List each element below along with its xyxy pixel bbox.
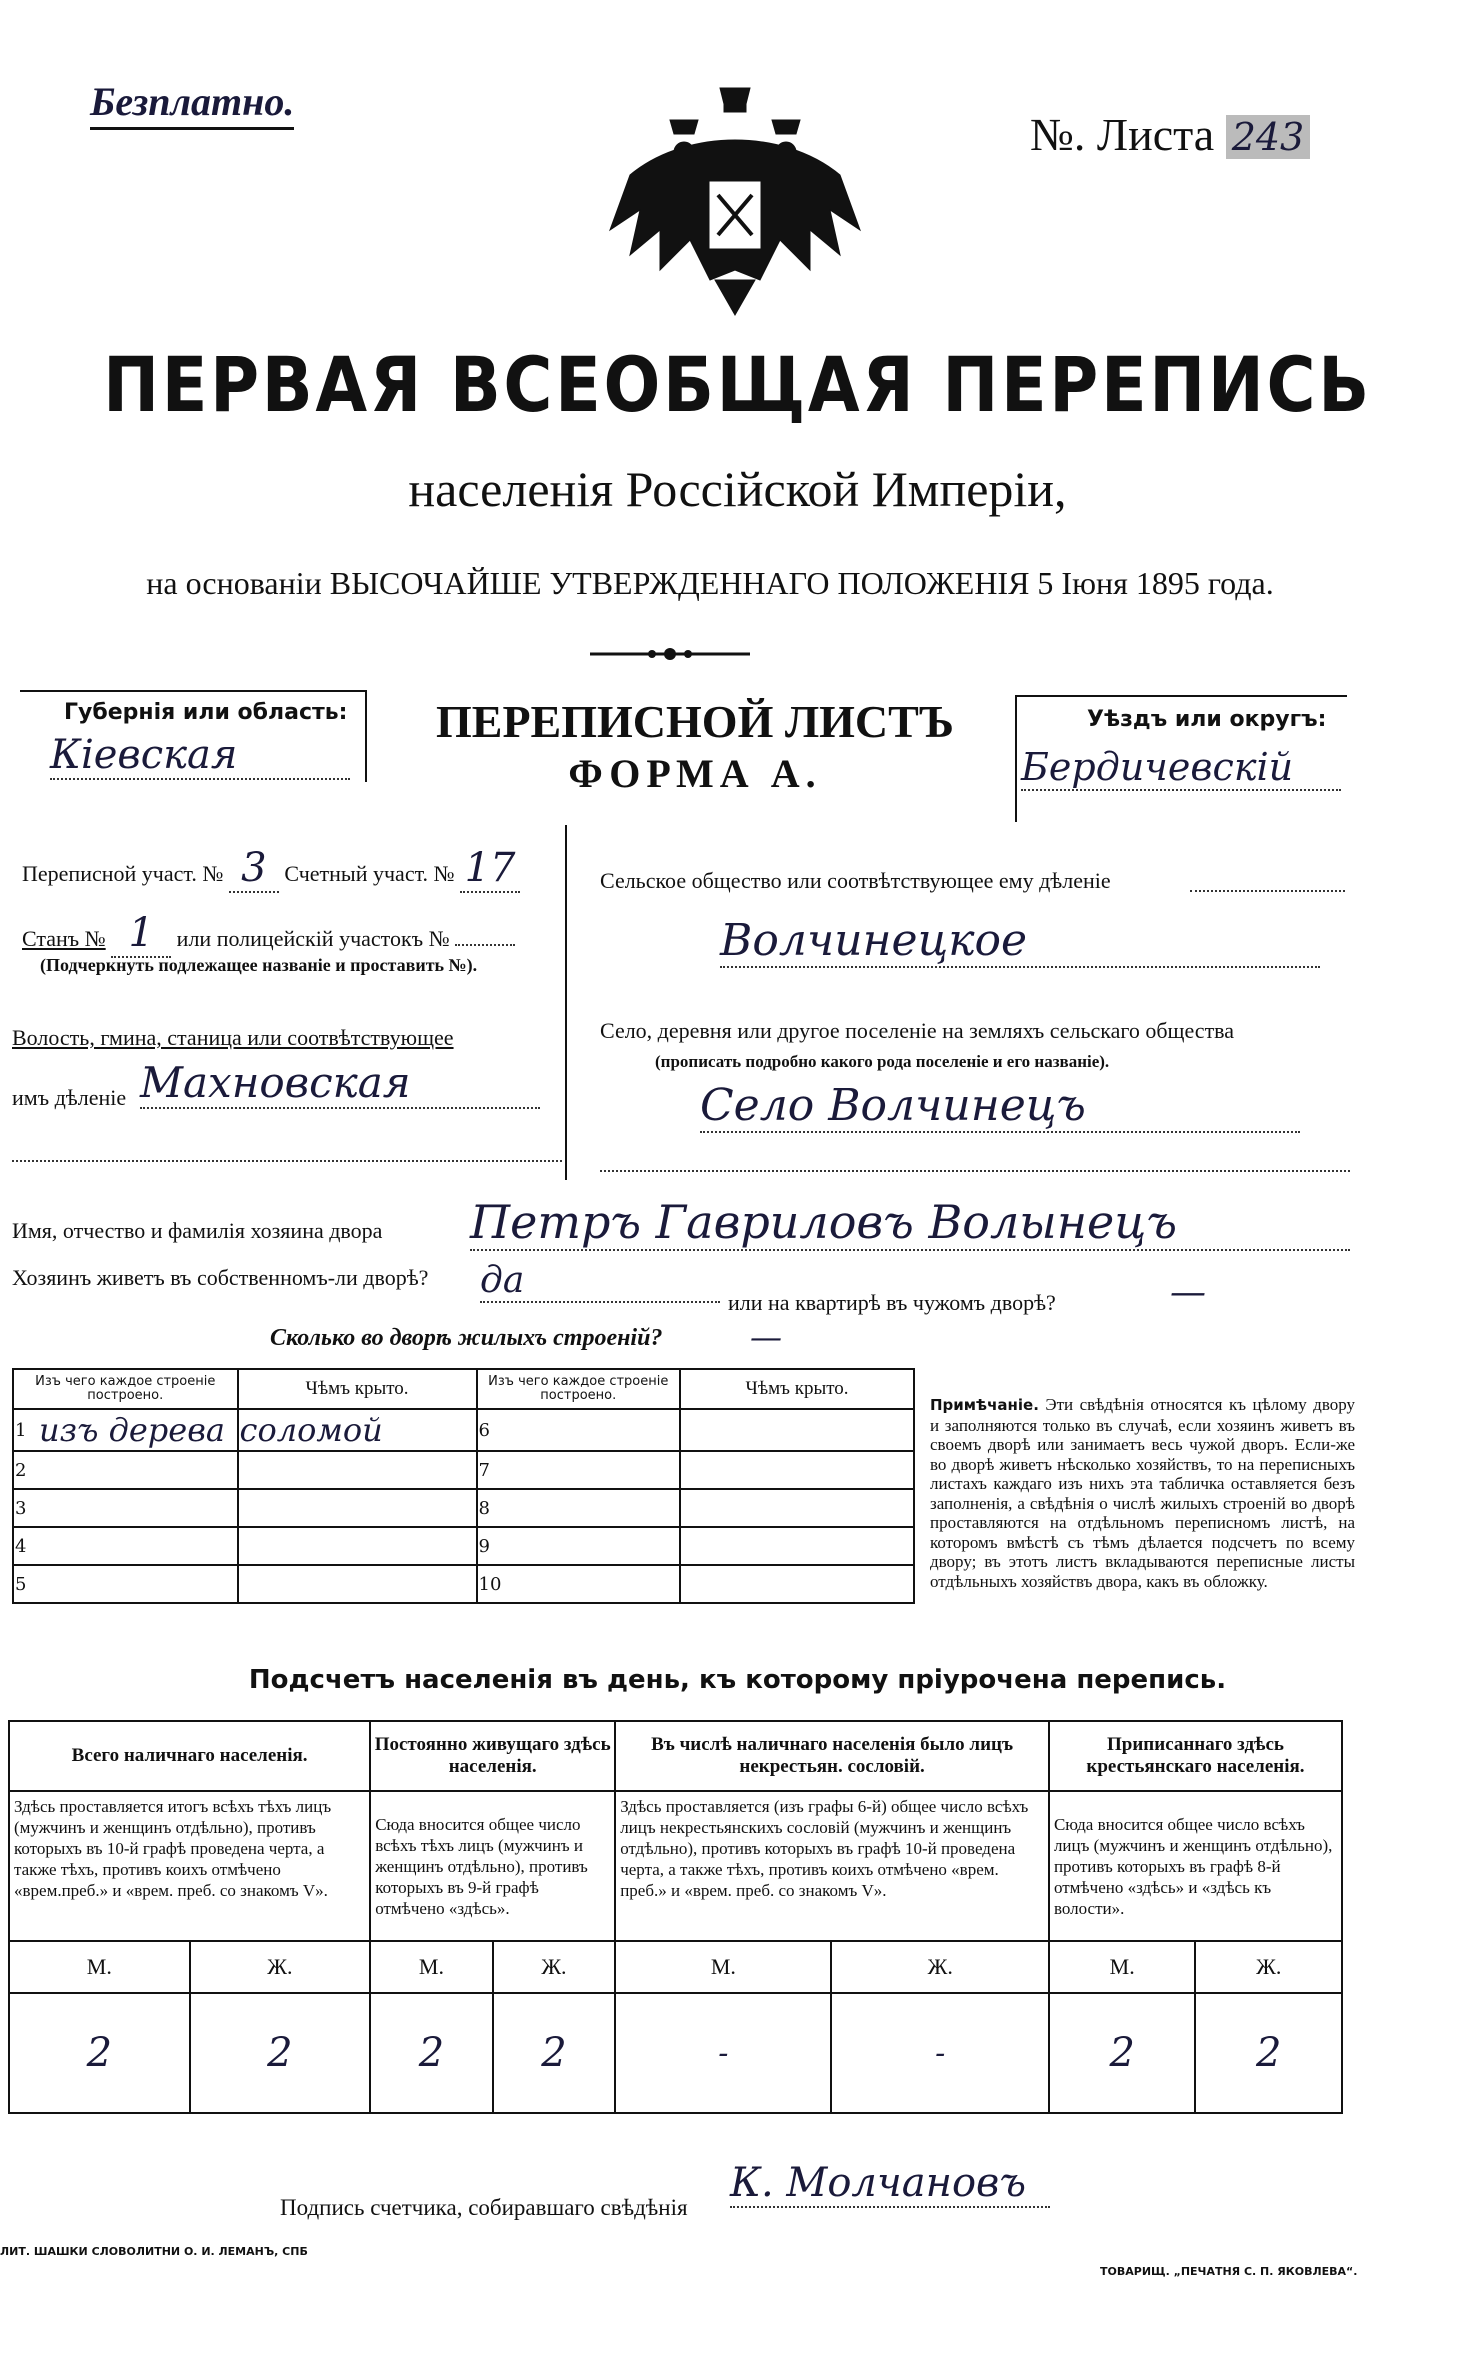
building-roof [238, 1451, 477, 1489]
census-district-label: Переписной участ. № [22, 861, 224, 886]
building-material [502, 1451, 680, 1489]
rent-yard-value: — [1170, 1272, 1206, 1313]
sheet-number: 243 [1226, 115, 1311, 159]
village-extra-line [600, 1170, 1350, 1172]
row-number: 7 [477, 1451, 503, 1489]
society-value: Волчинецкое [720, 915, 1320, 968]
count-head-peasant: Приписаннаго здѣсь крестьянскаго населенія. [1049, 1721, 1342, 1791]
building-material [38, 1527, 238, 1565]
m-label: М. [370, 1941, 493, 1993]
police-label: или полицейскій участокъ № [176, 926, 450, 951]
row-number: 1 [13, 1409, 38, 1451]
row-number: 6 [477, 1409, 503, 1451]
building-roof [680, 1489, 914, 1527]
row-number: 4 [13, 1527, 38, 1565]
own-yard-label: Хозяинъ живетъ въ собственномъ-ли дворѣ? [12, 1265, 429, 1290]
sheet-label-text: №. Листа [1030, 109, 1215, 160]
count-table [8, 1720, 1343, 2114]
signature-label: Подпись счетчика, собиравшаго свѣдѣнія [280, 2195, 688, 2220]
uezd-label: Уѣздъ или округъ: [1087, 707, 1327, 732]
sheet-label [1030, 108, 1310, 161]
owner-label: Имя, отчество и фамилія хозяина двора [12, 1218, 383, 1243]
table-row [13, 1451, 914, 1489]
note-block [930, 1395, 1355, 1591]
f-label: Ж. [190, 1941, 371, 1993]
building-roof [680, 1451, 914, 1489]
volost-label: Волость, гмина, станица или соотвѣтствующее [12, 1025, 454, 1050]
building-roof [680, 1409, 914, 1451]
table-row [13, 1565, 914, 1603]
permanent-male: 2 [370, 1993, 493, 2113]
stan-row [22, 910, 515, 958]
vertical-divider [565, 825, 567, 1180]
col-material-head-right: Изъ чего каждое строеніе построено. [477, 1369, 680, 1409]
building-roof [680, 1527, 914, 1565]
stan-value: 1 [111, 910, 171, 958]
legal-basis: на основаніи ВЫСОЧАЙШЕ УТВЕРЖДЕННАГО ПОЛОЖЕНІЯ 5 Іюня 1895 года. [146, 565, 1274, 601]
own-yard-value: да [480, 1260, 720, 1303]
count-head-non-peasant: Въ числѣ наличнаго населенія было лицъ некрестьян. сословій. [615, 1721, 1049, 1791]
count-district-label: Счетный участ. № [284, 861, 455, 886]
building-material [502, 1565, 680, 1603]
col-material-head-left: Изъ чего каждое строеніе построено. [13, 1369, 238, 1409]
total-female: 2 [190, 1993, 371, 2113]
volost-label2: имъ дѣленіе [12, 1085, 127, 1110]
footer-left: ЛИТ. ШАШКИ СЛОВОЛИТНИ О. И. ЛЕМАНЪ, СПБ [0, 2245, 308, 2258]
table-row [13, 1489, 914, 1527]
guberniya-value: Кіевская [50, 732, 350, 780]
stan-note: (Подчеркнуть подлежащее названіе и проставить №). [40, 955, 478, 975]
building-material [38, 1565, 238, 1603]
census-district-value: 3 [229, 845, 279, 893]
society-label: Сельское общество или соотвѣтствующее ему дѣленіе [600, 868, 1111, 893]
non-peasant-female: - [831, 1993, 1048, 2113]
guberniya-box [20, 690, 367, 782]
building-roof [238, 1489, 477, 1527]
table-row [13, 1409, 914, 1451]
volost-extra-line [12, 1160, 562, 1162]
coat-of-arms-eagle-icon [600, 80, 870, 325]
subtitle: населенія Россійской Имперіи, [408, 461, 1067, 517]
village-label: Село, деревня или другое поселеніе на земляхъ сельскаго общества [600, 1018, 1235, 1043]
permanent-female: 2 [493, 1993, 616, 2113]
row-number: 9 [477, 1527, 503, 1565]
count-district-value: 17 [460, 845, 520, 893]
building-material [502, 1409, 680, 1451]
rent-yard-label: или на квартирѣ въ чужомъ дворѣ? [728, 1290, 1056, 1315]
row-number: 10 [477, 1565, 503, 1603]
building-material [502, 1527, 680, 1565]
note-title: Примѣчаніе. [930, 1396, 1039, 1414]
m-label: М. [9, 1941, 190, 1993]
peasant-female: 2 [1195, 1993, 1342, 2113]
police-value-line [455, 944, 515, 946]
building-material [38, 1451, 238, 1489]
building-roof [238, 1565, 477, 1603]
village-value: Село Волчинецъ [700, 1080, 1300, 1133]
buildings-table [12, 1368, 915, 1604]
free-label: Безплатно. [90, 78, 294, 130]
count-desc-peasant: Сюда вносится общее число всѣхъ лицъ (мужчинъ и женщинъ отдѣльно), противъ которыхъ въ графѣ 8-й отмѣчено «здѣсь» и «здѣсь къ волости». [1049, 1791, 1342, 1941]
main-title: ПЕРВАЯ ВСЕОБЩАЯ ПЕРЕПИСЬ [103, 340, 1372, 429]
signature-value: К. Молчановъ [730, 2160, 1050, 2208]
building-material: изъ дерева [38, 1409, 238, 1451]
row-number: 2 [13, 1451, 38, 1489]
col-roof-head-right: Чѣмъ крыто. [680, 1369, 914, 1409]
col-roof-head-left: Чѣмъ крыто. [238, 1369, 477, 1409]
building-roof [680, 1565, 914, 1603]
building-roof [238, 1527, 477, 1565]
stan-label: Станъ № [22, 926, 106, 951]
footer-right: ТОВАРИЩ. „ПЕЧАТНЯ С. П. ЯКОВЛЕВА“. [1100, 2265, 1358, 2278]
ornament-divider [590, 645, 750, 663]
form-subtitle: ФОРМА А. [568, 751, 822, 796]
volost-value: Махновская [140, 1058, 540, 1109]
buildings-count-value: — [750, 1318, 782, 1356]
row-number: 3 [13, 1489, 38, 1527]
census-district-row [22, 845, 520, 893]
f-label: Ж. [1195, 1941, 1342, 1993]
count-head-total: Всего наличнаго населенія. [9, 1721, 370, 1791]
building-material [38, 1489, 238, 1527]
table-row [13, 1527, 914, 1565]
building-material [502, 1489, 680, 1527]
form-title: ПЕРЕПИСНОЙ ЛИСТЪ [435, 696, 955, 747]
f-label: Ж. [831, 1941, 1048, 1993]
non-peasant-male: - [615, 1993, 831, 2113]
total-male: 2 [9, 1993, 190, 2113]
count-head-permanent: Постоянно живущаго здѣсь населенія. [370, 1721, 615, 1791]
count-desc-permanent: Сюда вносится общее число всѣхъ тѣхъ лицъ (мужчинъ и женщинъ отдѣльно), противъ которыхъ въ 9-й графѣ отмѣчено «здѣсь». [370, 1791, 615, 1941]
society-line [1190, 890, 1345, 892]
uezd-box [1015, 695, 1347, 822]
row-number: 5 [13, 1565, 38, 1603]
note-text: Эти свѣдѣнія относятся къ цѣлому двору и заполняются только въ случаѣ, если хозяинъ живетъ въ своемъ дворѣ или занимаетъ весь чужой дворъ. Если-же во дворѣ живетъ нѣсколько хозяйствъ, то на переписныхъ листахъ каждаго изъ нихъ эта табличка оставляется безъ заполненія, а свѣдѣнія о числѣ жилыхъ строеній во дворѣ проставляются на отдѣльномъ переписномъ листѣ, на которомъ вмѣстѣ съ тѣмъ дѣлается подсчетъ по всему двору; въ этотъ листъ вкладываются переписные листы отдѣльныхъ хозяйствъ двора, какъ въ обложку. [930, 1395, 1356, 1591]
guberniya-label: Губернія или область: [64, 700, 348, 725]
buildings-count-label: Сколько во дворѣ жилыхъ строеній? [270, 1325, 663, 1351]
peasant-male: 2 [1049, 1993, 1196, 2113]
count-desc-total: Здѣсь проставляется итогъ всѣхъ тѣхъ лицъ (мужчинъ и женщинъ отдѣльно), противъ которыхъ въ 10-й графѣ проведена черта, а также тѣхъ, противъ коихъ отмѣчено «врем.преб.» и «врем. преб. со знакомъ V». [9, 1791, 370, 1941]
uezd-value: Бердичевскій [1021, 745, 1341, 791]
row-number: 8 [477, 1489, 503, 1527]
count-title: Подсчетъ населенія въ день, къ которому пріурочена перепись. [248, 1665, 1227, 1695]
m-label: М. [615, 1941, 831, 1993]
owner-value: Петръ Гавриловъ Волынецъ [470, 1195, 1350, 1251]
village-note: (прописать подробно какого рода поселеніе и его названіе). [655, 1052, 1110, 1071]
building-roof: соломой [238, 1409, 477, 1451]
f-label: Ж. [493, 1941, 616, 1993]
count-desc-non-peasant: Здѣсь проставляется (изъ графы 6-й) общее число всѣхъ лицъ некрестьянскихъ сословій (мужчинъ и женщинъ отдѣльно), противъ которыхъ въ графѣ 10-й проведена черта, а также тѣхъ, противъ коихъ отмѣчено «врем. преб.» и «врем. преб. со знакомъ V». [615, 1791, 1049, 1941]
m-label: М. [1049, 1941, 1196, 1993]
